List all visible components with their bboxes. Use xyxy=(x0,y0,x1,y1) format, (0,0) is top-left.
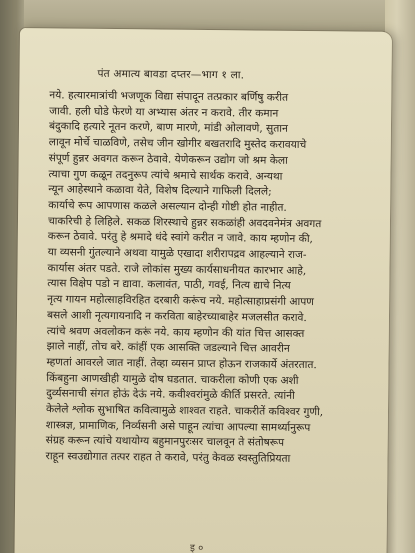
text-line: किंबहुना आणखीही यामुळे दोष घडतात. चाकरीला कोणी एक अशी xyxy=(46,371,299,387)
text-line: शास्त्रज्ञ, प्रामाणिक, निर्व्यसनी असे पाहून त्यांचा आपल्या सामर्थ्यानुरूप xyxy=(45,419,311,434)
text-line: बसले आशी नृत्यगायनादि न करविता बाहेरच्याबाहेर मजलसीत करावे. xyxy=(46,309,307,324)
text-line: त्याचा गुण कळून तदनुरूप त्यांचे श्रमाचे सार्थक करावे. अन्यथा xyxy=(48,167,283,183)
book-page xyxy=(14,28,392,553)
text-line: चाकरिची हे लिहिले. सकळ शिरस्थाचे हुन्नर सकळांही अवदवनेमंत्र अवगत xyxy=(47,214,322,230)
running-header: पंत अमात्य बावडा दप्तर—भाग १ ला. xyxy=(97,67,245,82)
text-line: नृत्य गायन महोत्साहविरहित दरबारी करूंच नये. महोत्साहाप्रसंगी आपण xyxy=(47,293,314,309)
text-line: झाले नाहीं, तोच बरे. कांहीं एक आसक्ति जडल्याने चित्त आवरीन xyxy=(46,340,290,356)
text-line: जावी. हली घोडे फेरणे या अभ्यास अंतर न करावे. तीर कमान xyxy=(49,105,279,120)
text-line: केलेले श्लोक सुभाषित कवित्वामुळे शाश्वत राहते. चाकरीतें कविश्वर गुणी, xyxy=(45,403,324,419)
text-line: दुर्व्यसनाची संगत होऊं देऊं नये. कवीश्वरांमुळे कीर्ति प्रसरते. त्यांनी xyxy=(46,387,295,403)
text-line: न्यून आहेस्थाने कळावा येते, विशेष दिल्याने गाफिली दिलले; xyxy=(48,183,272,198)
text-line: कार्यास अंतर पडते. राजे लोकांस मुख्य कार्यसाधनीयत कारभार आहे, xyxy=(47,262,307,277)
text-line: संपूर्ण हुन्नर अवगत करून ठेवावे. येणेकरून उद्योग जो श्रम केला xyxy=(48,152,288,167)
body-text xyxy=(45,88,401,469)
text-line: म्हणतां आवरले जात नाहीं. तेव्हा व्यसन प्राप्त होऊन राजकार्ये अंतरतात. xyxy=(46,356,317,372)
text-line: कार्याचे रूप आपणास कळले असल्यान दोन्ही गोष्टी होत नाहीत. xyxy=(48,199,287,214)
text-line: नये. हत्यारमात्रांची भजणूक विद्या संपादून तत्प्रकार बर्णिषु करीत xyxy=(49,89,289,104)
text-line: या व्यसनी गुंतल्याने अथवा यामुळे एखादा शरीरापद्रव आहल्याने राज- xyxy=(47,246,307,262)
text-line: त्यांचे श्रवण अवलोकन करूं नये. काय म्हणोन की यांत चित्त आसक्त xyxy=(46,324,305,340)
text-line: बंदुकादि हत्यारे नूतन करणे, बाण मारणे, मांडी ओलावणे, सुतान xyxy=(48,120,288,136)
text-line: राहून स्वउद्योगात तत्पर राहत ते करावे, परंतु केवळ स्वस्तुतिप्रियता xyxy=(45,450,291,466)
bottom-page-fragment: इ ० xyxy=(190,543,204,553)
text-line: लावून मोर्चे चाळविणे, तसेच जीन खोगीर बखतरादि मुस्तेद करावयाचे xyxy=(48,136,307,152)
text-line: करून ठेवावे. परंतु हे श्रमादे धंदे स्वांगे करीत न जावे. काय म्हणोन की, xyxy=(47,230,314,246)
text-line: त्यास विक्षेप पडो न द्यावा. कलावंत, पाठी, गवई, नित्य द्याचे नित्य xyxy=(47,277,291,293)
text-line: संग्रह करून त्यांचे यथायोग्य बहुमानपुरःसर चालवून ते संतोषरूप xyxy=(45,434,285,450)
